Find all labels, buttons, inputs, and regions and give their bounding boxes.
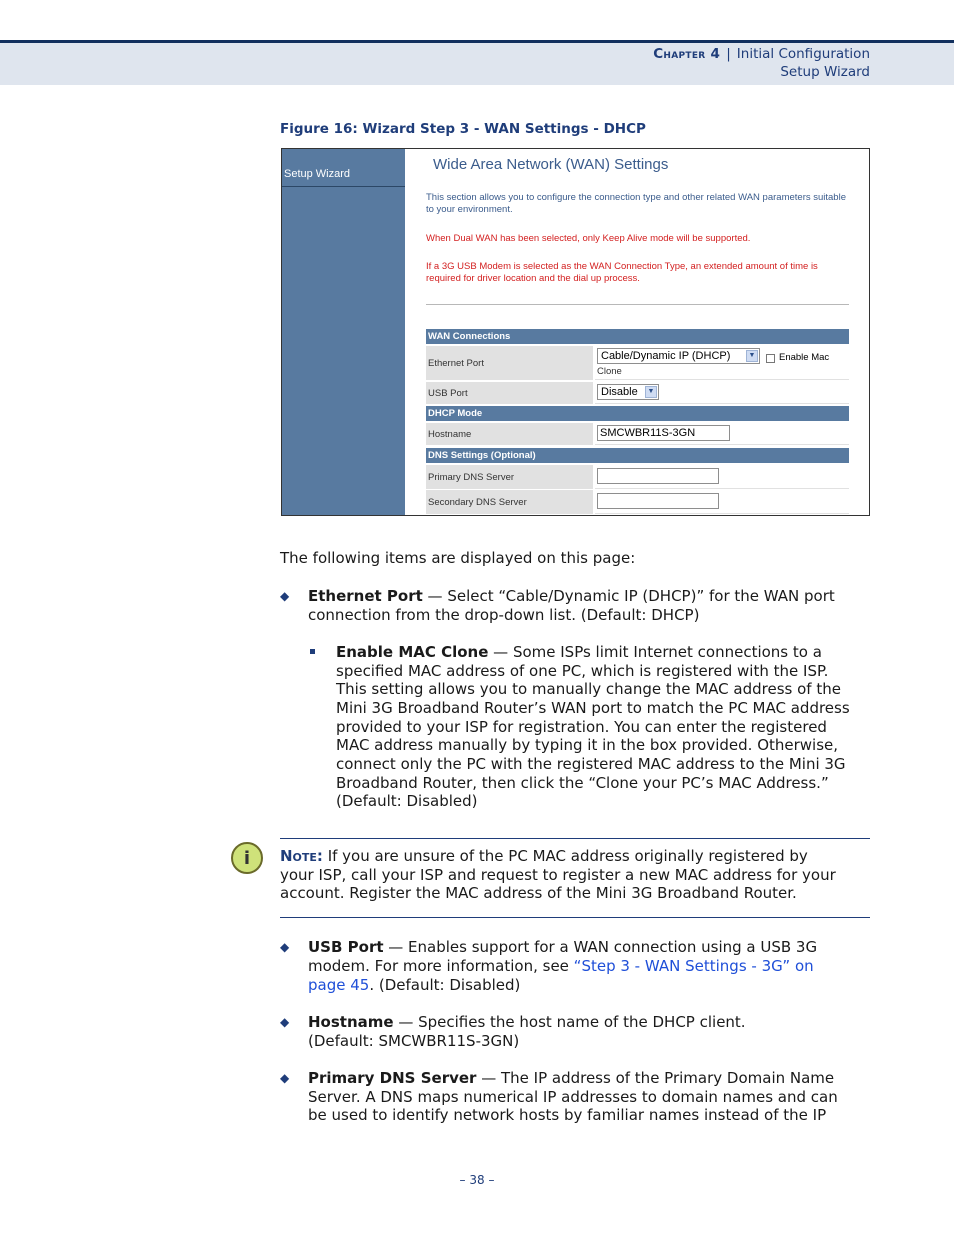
usb-port-term: USB Port [308,938,384,956]
page-45-link[interactable]: page 45 [308,976,370,994]
ethernet-port-desc-1: — Select “Cable/Dynamic IP (DHCP)” for the WAN port [422,587,835,605]
wan-settings-title: Wide Area Network (WAN) Settings [433,156,669,173]
diamond-bullet-icon: ◆ [280,1071,290,1085]
usb-port-desc-2: modem. For more information, see [308,957,574,975]
secondary-dns-label: Secondary DNS Server [426,490,594,514]
primary-dns-item-line1 [308,1069,834,1088]
ethernet-port-row [426,346,849,380]
diamond-bullet-icon: ◆ [280,1015,290,1029]
subsection-title: Setup Wizard [780,64,870,80]
hostname-cell [595,423,849,445]
note-bottom-rule [280,917,870,918]
hostname-term: Hostname [308,1013,394,1031]
chapter-label: Chapter 4 [653,46,721,62]
wan-connections-header: WAN Connections [426,329,849,344]
ethernet-port-item-line1 [308,587,835,606]
usb-port-item-line3 [308,976,520,995]
section-title: Initial Configuration [736,46,870,62]
header-separator: | [726,46,731,62]
usb-modem-note: If a 3G USB Modem is selected as the WAN Connection Type, an extended amount of time is required for driver location and the dial up process. [426,261,818,284]
info-icon: i [231,842,263,874]
mac-clone-desc-8: Broadband Router, then click the “Clone your PC’s MAC Address.” [336,774,829,792]
hostname-item-line1 [308,1013,746,1032]
wizard-sidebar [282,149,405,515]
primary-dns-cell [595,465,849,489]
mac-clone-desc-6: MAC address manually by typing it in the box provided. Otherwise, [336,736,839,754]
clone-label: Clone [597,366,622,377]
usb-port-cell [595,382,849,404]
hostname-label: Hostname [426,423,594,445]
primary-dns-desc-2: Server. A DNS maps numerical IP addresses to domain names and can [308,1088,838,1106]
hostname-desc-2: (Default: SMCWBR11S-3GN) [308,1032,520,1050]
usb-port-desc-3: . (Default: Disabled) [369,976,521,994]
ethernet-port-select[interactable] [597,348,760,364]
usb-port-item-line2 [308,957,814,976]
dns-settings-header: DNS Settings (Optional) [426,448,849,463]
intro-text: This section allows you to configure the connection type and other related WAN parameters suitable to your environment. [426,192,846,215]
sidebar-title: Setup Wizard [284,168,351,180]
mac-clone-desc-5: provided to your ISP for registration. You can enter the registered [336,718,827,736]
step3-3g-link[interactable]: “Step 3 - WAN Settings - 3G” on [573,957,814,975]
wizard-main [405,149,869,515]
mac-clone-desc-1: — Some ISPs limit Internet connections to a [488,643,822,661]
hostname-input[interactable]: SMCWBR11S-3GN [597,425,730,441]
page-number: – 38 – [459,1173,495,1187]
mac-clone-desc-4: Mini 3G Broadband Router’s WAN port to match the PC MAC address [336,699,850,717]
ethernet-port-cell [595,346,849,380]
enable-mac-label: Enable Mac [779,352,830,363]
note-text-3: account. Register the MAC address of the Mini 3G Broadband Router. [280,884,797,902]
dhcp-mode-header: DHCP Mode [426,406,849,421]
note-text-1: If you are unsure of the PC MAC address originally registered by [322,847,808,865]
chevron-down-icon: ▼ [746,350,758,362]
mac-clone-term: Enable MAC Clone [336,643,489,661]
ethernet-port-desc-2: connection from the drop-down list. (Default: DHCP) [308,606,700,624]
note-label: Note: [280,847,323,865]
primary-dns-term: Primary DNS Server [308,1069,477,1087]
mac-clone-desc-9: (Default: Disabled) [336,792,478,810]
ethernet-port-label: Ethernet Port [426,346,594,380]
secondary-dns-cell [595,490,849,514]
diamond-bullet-icon: ◆ [280,589,290,603]
usb-port-select[interactable] [597,384,659,400]
figure-caption: Figure 16: Wizard Step 3 - WAN Settings - DHCP [280,121,646,137]
secondary-dns-input[interactable] [597,493,719,509]
square-bullet-icon [310,649,315,654]
mac-clone-desc-3: This setting allows you to manually change the MAC address of the [336,680,841,698]
dual-wan-note: When Dual WAN has been selected, only Keep Alive mode will be supported. [426,233,751,244]
note-top-rule [280,838,870,839]
mac-clone-item-line1 [336,643,822,662]
hostname-desc-1: — Specifies the host name of the DHCP client. [393,1013,746,1031]
diamond-bullet-icon: ◆ [280,940,290,954]
primary-dns-input[interactable] [597,468,719,484]
note-line1 [280,847,808,866]
ethernet-port-value: Cable/Dynamic IP (DHCP) [601,350,731,362]
wizard-screenshot [281,148,870,516]
running-header [653,45,870,81]
usb-port-row [426,382,849,404]
primary-dns-desc-3: be used to identify network hosts by familiar names instead of the IP [308,1106,827,1124]
secondary-dns-row [426,490,849,514]
usb-port-desc-1: — Enables support for a WAN connection using a USB 3G [383,938,818,956]
primary-dns-row [426,465,849,489]
mac-clone-desc-7: connect only the PC with the registered MAC address to the Mini 3G [336,755,846,773]
ethernet-port-term: Ethernet Port [308,587,423,605]
items-intro: The following items are displayed on this page: [280,549,636,567]
usb-port-label: USB Port [426,382,594,404]
note-text-2: your ISP, call your ISP and request to register a new MAC address for your [280,866,836,884]
sidebar-title-cell [282,149,405,187]
usb-port-item-line1 [308,938,817,957]
primary-dns-label: Primary DNS Server [426,465,594,489]
mac-clone-desc-2: specified MAC address of one PC, which is registered with the ISP. [336,662,829,680]
usb-port-value: Disable [601,386,638,398]
enable-mac-clone-checkbox[interactable] [766,354,775,363]
primary-dns-desc-1: — The IP address of the Primary Domain Name [476,1069,835,1087]
divider [426,304,849,305]
hostname-row [426,423,849,445]
chevron-down-icon: ▼ [645,386,657,398]
